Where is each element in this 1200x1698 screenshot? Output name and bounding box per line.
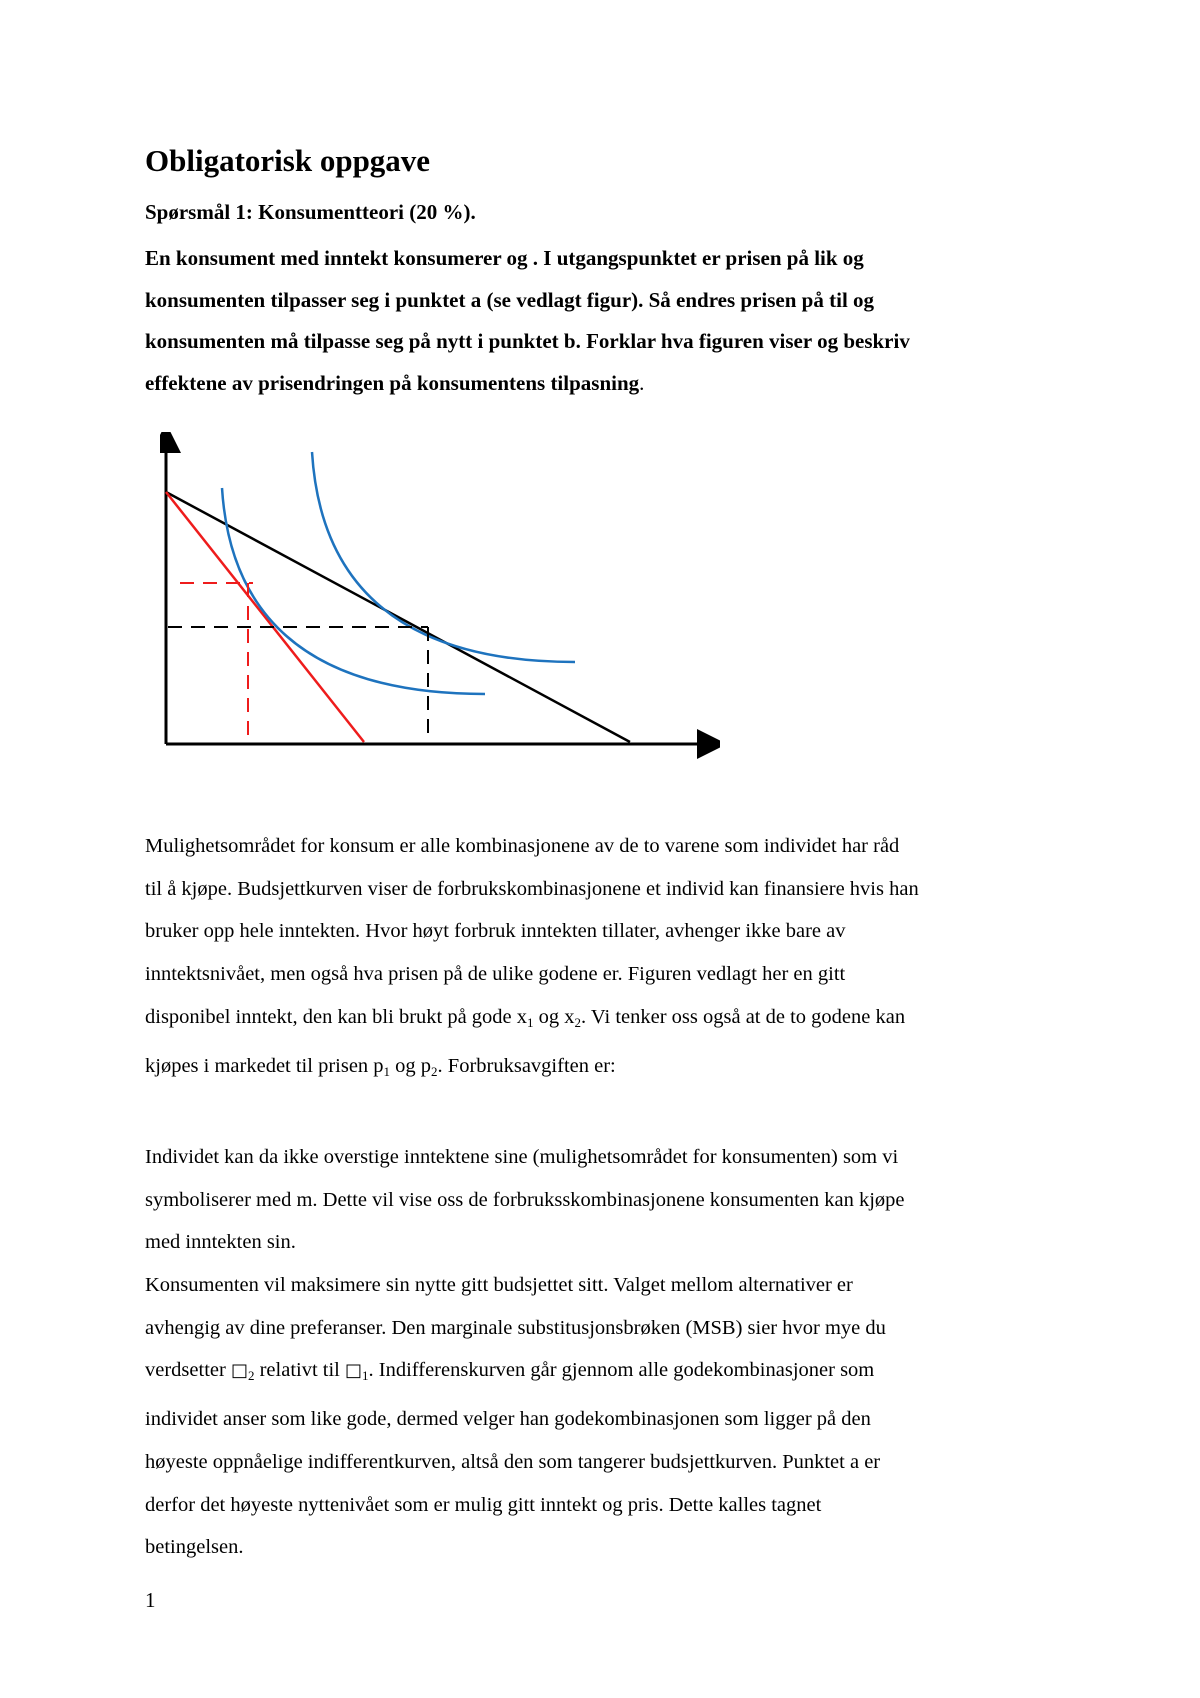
- page-number: 1: [145, 1588, 156, 1612]
- text-line: [145, 996, 1075, 1045]
- subscript: 1: [527, 1014, 534, 1030]
- text-line: med inntekten sin.: [145, 1231, 296, 1254]
- missing-glyph-icon: □: [345, 1360, 363, 1382]
- subscript: 1: [362, 1368, 369, 1384]
- question-line-text: effektene av prisendringen på konsumentens tilpasning: [145, 370, 640, 395]
- subscript: 2: [247, 1368, 255, 1384]
- lower-indifference-curve: [222, 488, 485, 694]
- text-segment: . Vi tenker oss også at de to godene kan: [581, 1005, 906, 1028]
- text-line: Individet kan da ikke overstige inntektene sine (mulighetsområdet for konsumenten) som vi: [145, 1145, 899, 1168]
- question-line: En konsument med inntekt konsumerer og . I utgangspunktet er prisen på lik og: [145, 246, 864, 270]
- subscript: 1: [383, 1063, 391, 1079]
- text-segment: kjøpes i markedet til prisen p: [145, 1054, 384, 1077]
- question-line: konsumenten må tilpasse seg på nytt i punktet b. Forklar hva figuren viser og beskriv: [145, 329, 910, 353]
- text-line: avhengig av dine preferanser. Den marginale substitusjonsbrøken (MSB) sier hvor mye du: [145, 1316, 886, 1339]
- question-line-period: .: [639, 370, 645, 395]
- subscript: 2: [431, 1063, 438, 1079]
- text-segment: og p: [390, 1054, 432, 1077]
- text-line: [145, 1045, 1075, 1094]
- text-line: betingelsen.: [145, 1536, 244, 1559]
- consumer-choice-figure: [160, 432, 720, 762]
- text-line: [145, 1349, 1075, 1398]
- initial-budget-line: [166, 492, 630, 742]
- text-line: til å kjøpe. Budsjettkurven viser de forbrukskombinasjonene et individ kan finansiere hvis han: [145, 877, 919, 900]
- text-line: derfor det høyeste nyttenivået som er mulig gitt inntekt og pris. Dette kalles tagnet: [145, 1493, 822, 1516]
- text-segment: verdsetter: [145, 1359, 231, 1382]
- new-budget-line: [166, 492, 364, 742]
- text-segment: disponibel inntekt, den kan bli brukt på gode x: [145, 1005, 528, 1028]
- text-segment: og x: [533, 1005, 575, 1028]
- answer-text: [145, 825, 1075, 1569]
- text-line: individet anser som like gode, dermed velger han godekombinasjonen som ligger på den: [145, 1408, 871, 1431]
- text-line: Konsumenten vil maksimere sin nytte gitt budsjettet sitt. Valget mellom alternativer er: [145, 1274, 853, 1297]
- text-segment: . Forbruksavgiften er:: [437, 1054, 616, 1077]
- text-line: høyeste oppnåelige indifferentkurven, altså den som tangerer budsjettkurven. Punktet a er: [145, 1450, 881, 1473]
- text-segment: relativt til: [254, 1359, 345, 1382]
- text-segment: . Indifferenskurven går gjennom alle godekombinasjoner som: [368, 1359, 875, 1382]
- text-line: symboliserer med m. Dette vil vise oss de forbruksskombinasjonene konsumenten kan kjøpe: [145, 1188, 905, 1211]
- page-title: Obligatorisk oppgave: [145, 143, 431, 178]
- question-heading: Spørsmål 1: Konsumentteori (20 %).: [145, 200, 476, 224]
- missing-glyph-icon: □: [230, 1360, 248, 1382]
- text-line: Mulighetsområdet for konsum er alle kombinasjonene av de to varene som individet har råd: [145, 835, 900, 857]
- text-line: bruker opp hele inntekten. Hvor høyt forbruk inntekten tillater, avhenger ikke bare av: [145, 920, 846, 943]
- question-line: konsumenten tilpasser seg i punktet a (se vedlagt figur). Så endres prisen på til og: [145, 287, 875, 312]
- text-line: inntektsnivået, men også hva prisen på de ulike godene er. Figuren vedlagt her en gitt: [145, 963, 846, 986]
- question-line: [145, 363, 1075, 405]
- blank-line: [145, 1093, 1075, 1136]
- question-text: [145, 238, 1075, 404]
- higher-indifference-curve: [312, 452, 575, 662]
- subscript: 2: [574, 1014, 582, 1030]
